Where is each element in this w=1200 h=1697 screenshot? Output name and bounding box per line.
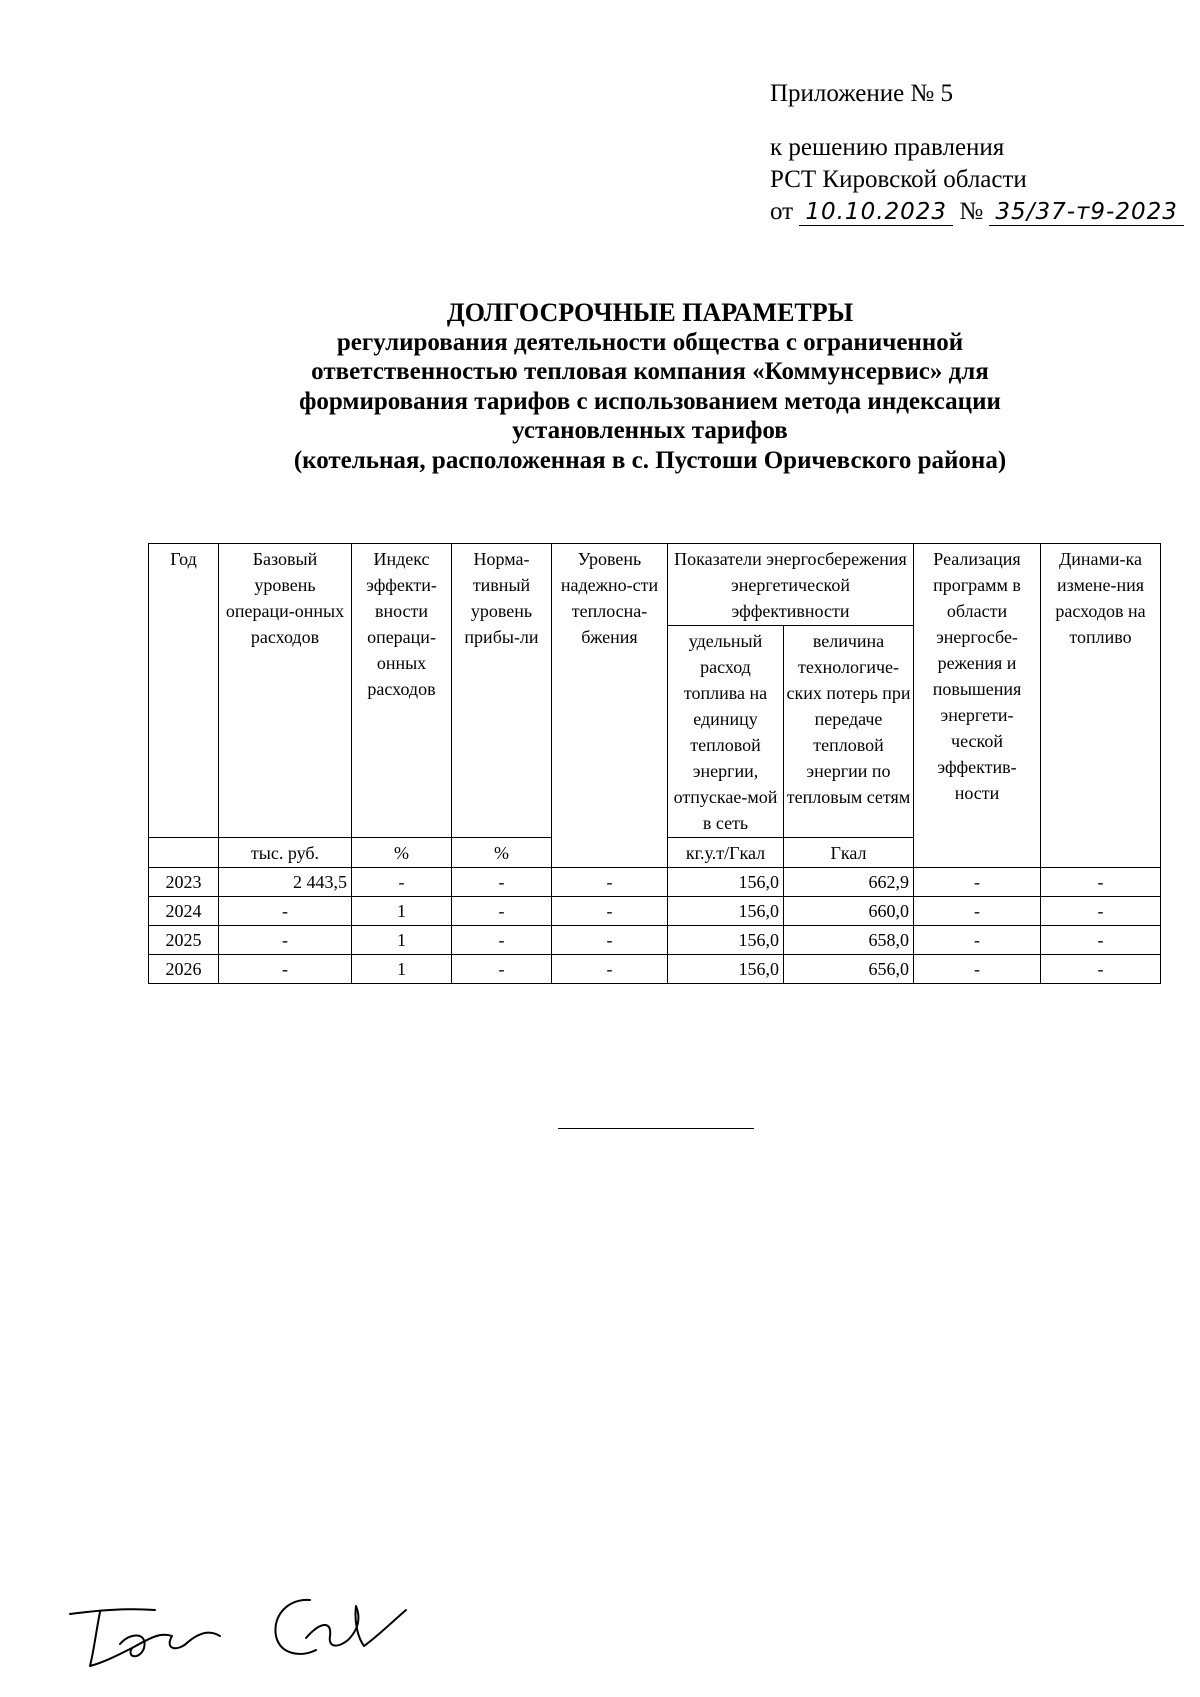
unit-fuel: кг.у.т/Гкал bbox=[668, 838, 784, 868]
cell-dynamics: - bbox=[1041, 897, 1161, 926]
header-heat-losses: величина технологиче-ских потерь при передаче тепловой энергии по тепловым сетям bbox=[784, 626, 914, 838]
header-normative-profit: Норма-тивный уровень прибы-ли bbox=[452, 544, 552, 838]
title-line5: установленных тарифов bbox=[512, 417, 788, 444]
unit-norm: % bbox=[452, 838, 552, 868]
cell-fuel: 156,0 bbox=[668, 955, 784, 984]
cell-index: 1 bbox=[352, 955, 452, 984]
cell-index: 1 bbox=[352, 897, 452, 926]
cell-norm: - bbox=[452, 926, 552, 955]
cell-fuel: 156,0 bbox=[668, 868, 784, 897]
cell-programs: - bbox=[914, 897, 1041, 926]
cell-reliability: - bbox=[552, 897, 668, 926]
appendix-line1: к решению правления bbox=[770, 134, 1005, 161]
cell-index: 1 bbox=[352, 926, 452, 955]
table-row bbox=[149, 868, 1161, 897]
parameters-table bbox=[148, 543, 1161, 984]
signatures bbox=[60, 1592, 420, 1687]
decision-number: 35/37-т9-2023 bbox=[989, 199, 1183, 226]
cell-dynamics: - bbox=[1041, 955, 1161, 984]
cell-norm: - bbox=[452, 897, 552, 926]
title-line3: ответственностью тепловая компания «Коммунсервис» для bbox=[311, 358, 989, 385]
appendix-line2: РСТ Кировской области bbox=[770, 166, 1027, 193]
header-efficiency-index: Индекс эффекти-вности операци-онных расходов bbox=[352, 544, 452, 838]
unit-base: тыс. руб. bbox=[219, 838, 352, 868]
header-fuel-rate: удельный расход топлива на единицу тепловой энергии, отпускае-мой в сеть bbox=[668, 626, 784, 838]
appendix-block bbox=[770, 78, 1184, 228]
cell-year: 2024 bbox=[149, 897, 219, 926]
cell-norm: - bbox=[452, 868, 552, 897]
decision-date: 10.10.2023 bbox=[799, 199, 953, 226]
number-prefix: № bbox=[959, 198, 984, 225]
header-year: Год bbox=[149, 544, 219, 838]
cell-losses: 656,0 bbox=[784, 955, 914, 984]
document-title bbox=[150, 298, 1150, 475]
cell-base: - bbox=[219, 926, 352, 955]
date-prefix: от bbox=[770, 198, 794, 225]
header-fuel-dynamics: Динами-ка измене-ния расходов на топливо bbox=[1041, 544, 1161, 868]
cell-programs: - bbox=[914, 926, 1041, 955]
cell-losses: 662,9 bbox=[784, 868, 914, 897]
cell-year: 2023 bbox=[149, 868, 219, 897]
table-row bbox=[149, 955, 1161, 984]
cell-reliability: - bbox=[552, 955, 668, 984]
cell-base: - bbox=[219, 955, 352, 984]
table-row bbox=[149, 897, 1161, 926]
cell-dynamics: - bbox=[1041, 926, 1161, 955]
cell-programs: - bbox=[914, 868, 1041, 897]
cell-fuel: 156,0 bbox=[668, 926, 784, 955]
closing-rule bbox=[558, 1128, 754, 1129]
title-line6: (котельная, расположенная в с. Пустоши Оричевского района) bbox=[293, 446, 1007, 474]
appendix-date-line bbox=[770, 196, 1184, 228]
cell-reliability: - bbox=[552, 926, 668, 955]
title-line4: формирования тарифов с использованием метода индексации bbox=[299, 387, 1001, 415]
header-reliability: Уровень надежно-сти теплосна-бжения bbox=[552, 544, 668, 868]
header-programs: Реализация программ в области энергосбе-режения и повышения энергети-ческой эффектив-ности bbox=[914, 544, 1041, 868]
cell-norm: - bbox=[452, 955, 552, 984]
title-line1: ДОЛГОСРОЧНЫЕ ПАРАМЕТРЫ bbox=[446, 298, 854, 327]
header-energy-group: Показатели энергосбережения энергетической эффективности bbox=[668, 544, 914, 626]
cell-reliability: - bbox=[552, 868, 668, 897]
handwritten-signatures-icon bbox=[60, 1592, 420, 1682]
cell-base: 2 443,5 bbox=[219, 868, 352, 897]
cell-index: - bbox=[352, 868, 452, 897]
cell-losses: 660,0 bbox=[784, 897, 914, 926]
cell-year: 2025 bbox=[149, 926, 219, 955]
cell-base: - bbox=[219, 897, 352, 926]
appendix-title: Приложение № 5 bbox=[770, 80, 954, 107]
cell-year: 2026 bbox=[149, 955, 219, 984]
spacer bbox=[770, 110, 1184, 132]
cell-programs: - bbox=[914, 955, 1041, 984]
title-line2: регулирования деятельности общества с ограниченной bbox=[336, 328, 964, 356]
cell-dynamics: - bbox=[1041, 868, 1161, 897]
table-row bbox=[149, 926, 1161, 955]
unit-losses: Гкал bbox=[784, 838, 914, 868]
unit-year bbox=[149, 838, 219, 868]
unit-index: % bbox=[352, 838, 452, 868]
cell-fuel: 156,0 bbox=[668, 897, 784, 926]
header-row bbox=[149, 544, 1161, 626]
header-base-opex: Базовый уровень операци-онных расходов bbox=[219, 544, 352, 838]
cell-losses: 658,0 bbox=[784, 926, 914, 955]
